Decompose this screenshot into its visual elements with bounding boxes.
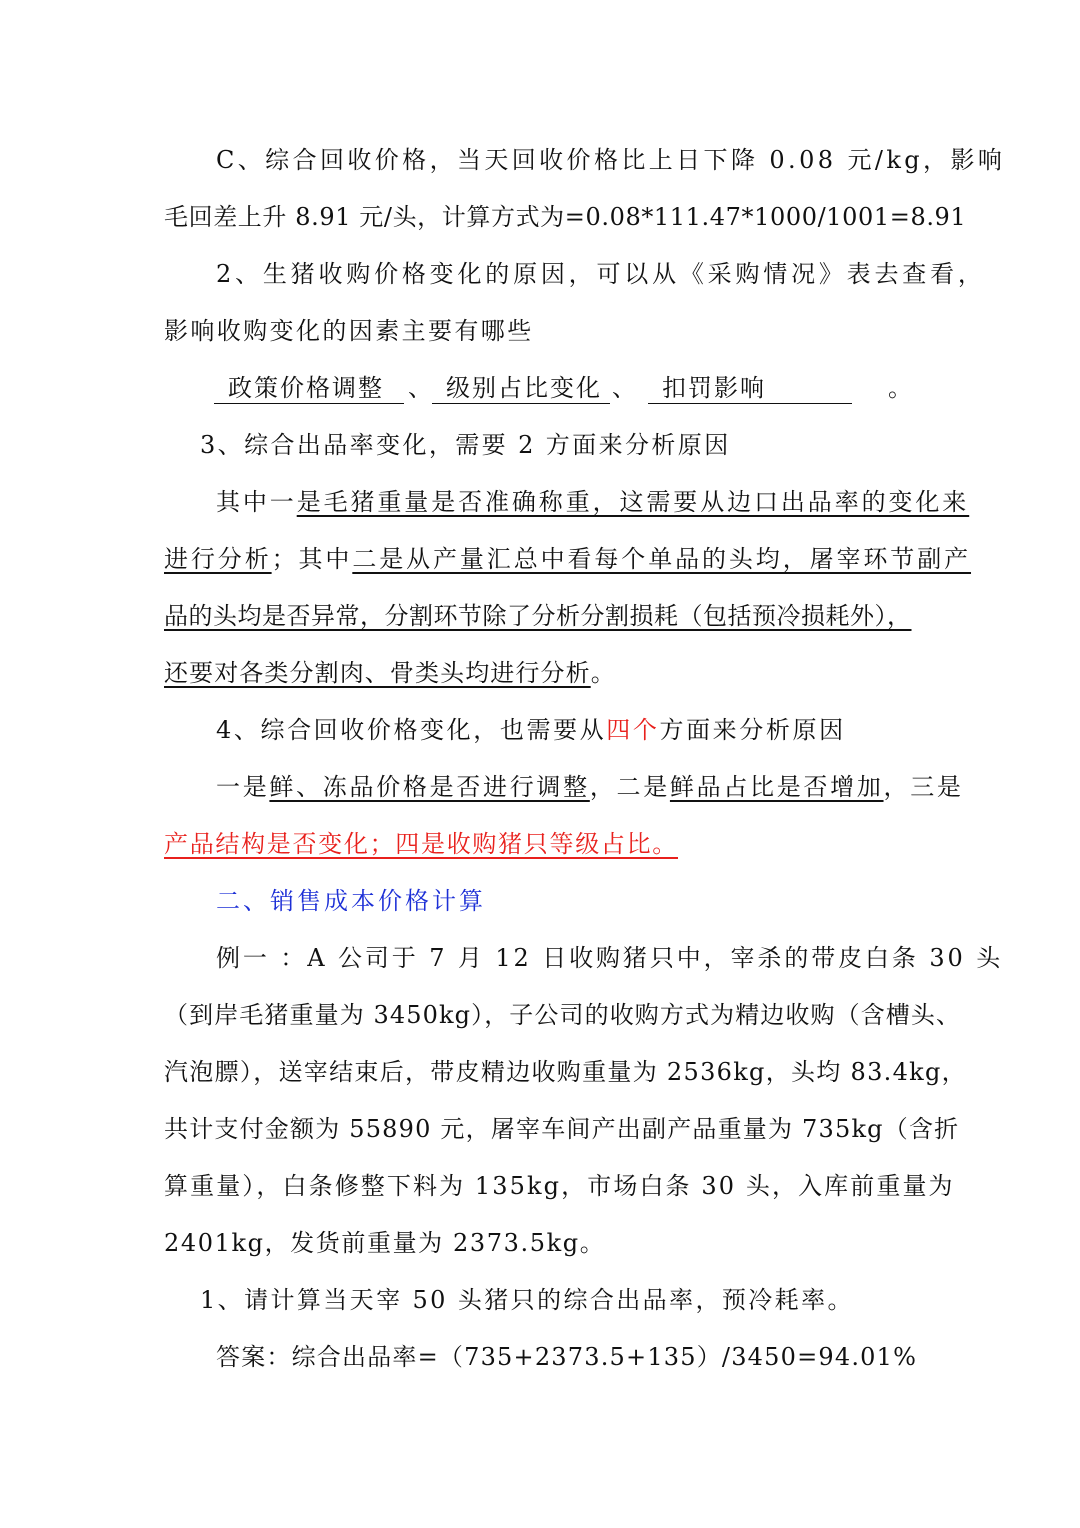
text-segment: ；其中 bbox=[271, 545, 353, 573]
example-line-1: 例一 ：A 公司于 7 月 12 日收购猪只中，宰杀的带皮白条 30 头 bbox=[216, 944, 1004, 972]
paragraph-2-line-1: 2、生猪收购价格变化的原因，可以从《采购情况》表去查看， bbox=[216, 260, 986, 288]
text-segment: ，三是 bbox=[883, 773, 964, 801]
example-line-5: 算重量），白条修整下料为 135kg，市场白条 30 头，入库前重量为 bbox=[164, 1172, 955, 1200]
text-segment: 4、综合回收价格变化，也需要从 bbox=[216, 716, 607, 744]
paragraph-4-title bbox=[216, 714, 846, 746]
underlined-segment: 还要对各类分割肉、骨类头均进行分析 bbox=[164, 659, 591, 687]
example-line-4: 共计支付金额为 55890 元，屠宰车间产出副产品重量为 735kg（含折 bbox=[164, 1115, 960, 1143]
paragraph-c-line-1: C、综合回收价格，当天回收价格比上日下降 0.08 元/kg，影响 bbox=[216, 146, 1006, 174]
paragraph-4-line-2-red: 产品结构是否变化；四是收购猪只等级占比。 bbox=[164, 830, 678, 858]
section-heading-sales-cost: 二、销售成本价格计算 bbox=[216, 887, 486, 915]
paragraph-c-line-2: 毛回差上升 8.91 元/头，计算方式为=0.08*111.47*1000/1001=8.91 bbox=[164, 203, 967, 231]
underlined-segment: 鲜、冻品价格是否进行调整 bbox=[269, 773, 590, 801]
paragraph-3-line-3: 品的头均是否异常，分割环节除了分析分割损耗（包括预冷损耗外）， bbox=[164, 602, 912, 630]
paragraph-3-title: 3、综合出品率变化，需要 2 方面来分析原因 bbox=[200, 431, 731, 459]
text-segment: 。 bbox=[590, 659, 616, 687]
blank-end-period: 。 bbox=[888, 374, 912, 402]
highlight-four-aspects: 四个 bbox=[606, 716, 660, 744]
example-line-3: 汽泡膘），送宰结束后，带皮精边收购重量为 2536kg，头均 83.4kg， bbox=[164, 1058, 967, 1086]
question-1: 1、请计算当天宰 50 头猪只的综合出品率，预冷耗率。 bbox=[200, 1286, 854, 1314]
paragraph-3-line-2 bbox=[164, 543, 971, 575]
underlined-segment: 二是从产量汇总中看每个单品的头均，屠宰环节副产 bbox=[352, 545, 972, 573]
underlined-segment: 进行分析 bbox=[164, 545, 272, 573]
blank-separator-2: 、 bbox=[612, 374, 636, 402]
text-segment: 其中一 bbox=[216, 488, 297, 516]
example-line-6: 2401kg，发货前重量为 2373.5kg。 bbox=[164, 1229, 606, 1257]
answer-blank-penalty: 扣罚影响 bbox=[648, 372, 852, 404]
text-segment: ，二是 bbox=[589, 773, 670, 801]
paragraph-2-line-2: 影响收购变化的因素主要有哪些 bbox=[164, 317, 534, 345]
underlined-segment: 是毛猪重量是否准确称重，这需要从边口出品率的变化来 bbox=[296, 488, 970, 516]
paragraph-3-line-1 bbox=[216, 486, 969, 518]
blank-separator-1: 、 bbox=[408, 374, 432, 402]
answer-line: 答案：综合出品率=（735+2373.5+135）/3450=94.01% bbox=[216, 1343, 918, 1371]
text-segment: 一是 bbox=[216, 773, 270, 801]
underlined-segment: 鲜品占比是否增加 bbox=[669, 773, 884, 801]
paragraph-3-line-4 bbox=[164, 657, 616, 689]
paragraph-4-line-1 bbox=[216, 771, 964, 803]
answer-blank-policy-price: 政策价格调整 bbox=[214, 372, 404, 404]
answer-blank-grade-ratio: 级别占比变化 bbox=[432, 372, 610, 404]
example-line-2: （到岸毛猪重量为 3450kg），子公司的收购方式为精边收购（含槽头、 bbox=[164, 1001, 962, 1029]
text-segment: 方面来分析原因 bbox=[659, 716, 846, 744]
